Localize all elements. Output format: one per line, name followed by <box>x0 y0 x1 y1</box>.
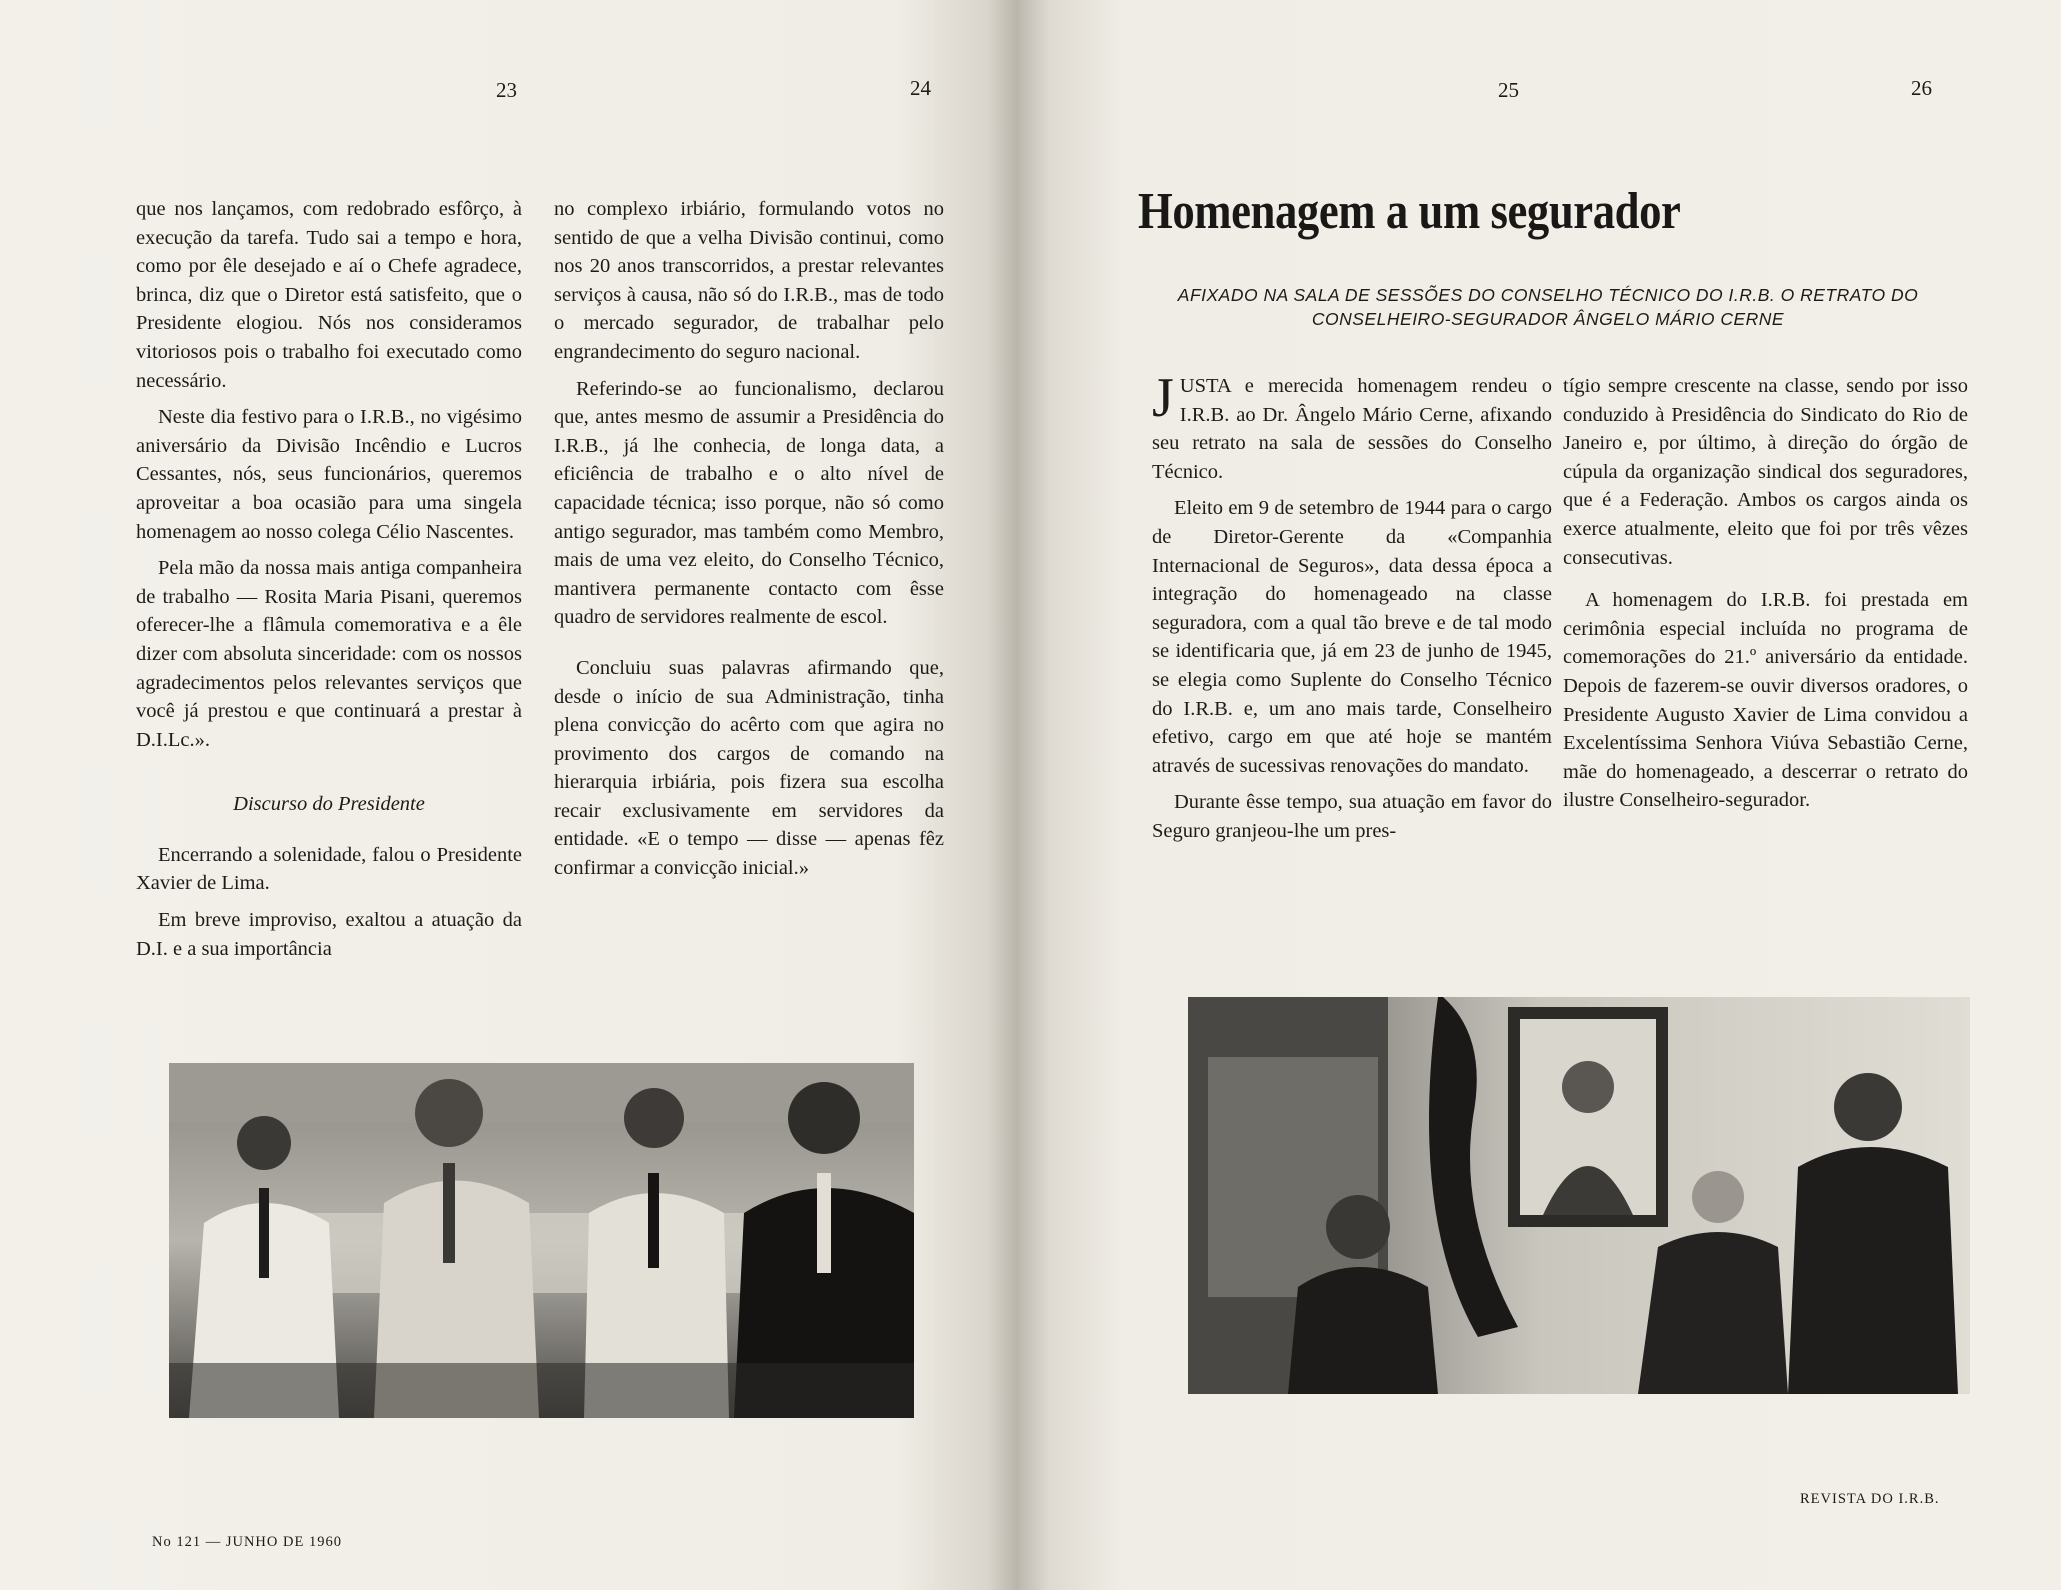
drop-cap: J <box>1152 367 1174 429</box>
page-number-26: 26 <box>1911 76 1932 100</box>
paragraph-text: USTA e merecida homenagem rendeu o I.R.B. ao Dr. Ângelo Mário Cerne, afixando seu retrato na sala de sessões do Conselho Técnico. <box>1152 375 1552 483</box>
page-number-24: 24 <box>910 76 931 100</box>
left-column-2 <box>554 195 944 891</box>
article-title: Homenagem a um segurador <box>1138 183 1681 240</box>
right-column-1 <box>1152 367 1552 854</box>
page-number-23: 23 <box>496 78 517 102</box>
paragraph: Durante êsse tempo, sua atuação em favor do Seguro granjeou-lhe um pres- <box>1152 791 1552 842</box>
paragraph <box>1152 367 1552 486</box>
right-page <box>1018 0 2061 1590</box>
paragraph: tígio sempre crescente na classe, sendo por isso conduzido à Presidência do Sindicato do Rio de Janeiro e, por último, à direção do órgão de cúpula da organização sindical dos seguradores, que é a Federação. Ambos os cargos ainda os exerce atualmente, eleito que foi por três vêzes consecutivas. <box>1563 375 1968 569</box>
paragraph: Em breve improviso, exaltou a atuação da D.I. e a sua importância <box>136 909 522 960</box>
page-number-25: 25 <box>1498 78 1519 102</box>
paragraph: Pela mão da nossa mais antiga companheira de trabalho — Rosita Maria Pisani, queremos oferecer-lhe a flâmula comemorativa e a êle dizer com absoluta sinceridade: com os nossos agradecimentos pelos relevantes serviços que você já prestou e que continuará a prestar à D.I.Lc.». <box>136 557 522 751</box>
right-footer: REVISTA DO I.R.B. <box>1800 1491 1940 1507</box>
article-kicker: AFIXADO NA SALA DE SESSÕES DO CONSELHO TÉCNICO DO I.R.B. O RETRATO DO CONSELHEIRO-SEGURADOR ÂNGELO MÁRIO CERNE <box>1177 285 1919 329</box>
paragraph: Concluiu suas palavras afirmando que, desde o início de sua Administração, tinha plena convicção do acêrto com que agira no provimento dos cargos de comando na hierarquia irbiária, pois fizera sua escolha recair exclusivamente em servidores da entidade. «E o tempo — disse — apenas fêz confirmar a convicção inicial.» <box>554 656 944 880</box>
portrait-unveiling-photo <box>1188 997 1970 1394</box>
left-page <box>0 0 1018 1590</box>
paragraph: que nos lançamos, com redobrado esfôrço, à execução da tarefa. Tudo sai a tempo e hora, como por êle desejado e aí o Chefe agradece, brinca, diz que o Diretor está satisfeito, que o Presidente elogiou. Nós nos consideramos vitoriosos pois o trabalho foi executado como necessário. <box>136 198 522 392</box>
group-photo-image <box>169 1063 914 1418</box>
paragraph: Encerrando a solenidade, falou o Presidente Xavier de Lima. <box>136 843 522 895</box>
left-column-1 <box>136 195 522 971</box>
right-column-2 <box>1563 372 1968 823</box>
section-subheading: Discurso do Presidente <box>233 793 425 816</box>
group-photo <box>169 1063 914 1418</box>
paragraph: Referindo-se ao funcionalismo, declarou que, antes mesmo de assumir a Presidência do I.R.B., já lhe conhecia, de longa data, a eficiência de trabalho e o alto nível de capacidade técnica; isso porque, não só como antigo segurador, mas também como Membro, mais de uma vez eleito, do Conselho Técnico, mantivera permanente contacto com êsse quadro de servidores realmente de escol. <box>554 377 944 629</box>
portrait-unveiling-image <box>1188 997 1970 1394</box>
paragraph: Eleito em 9 de setembro de 1944 para o cargo de Diretor-Gerente da «Companhia Internacional de Seguros», data dessa época a integração do homenageado na classe seguradora, com a qual tão breve e de tal modo se identificaria que, já em 23 de junho de 1945, se elegia como Suplente do Conselho Técnico do I.R.B. e, um ano mais tarde, Conselheiro efetivo, cargo em que até hoje se mantém através de sucessivas renovações do mandato. <box>1152 497 1552 777</box>
paragraph: no complexo irbiário, formulando votos no sentido de que a velha Divisão continui, como nos 20 anos transcorridos, a prestar relevantes serviços à causa, não só do I.R.B., mas de todo o mercado segurador, de trabalhar pelo engrandecimento do seguro nacional. <box>554 198 944 363</box>
left-footer: No 121 — JUNHO DE 1960 <box>152 1534 342 1550</box>
paragraph: Neste dia festivo para o I.R.B., no vigésimo aniversário da Divisão Incêndio e Lucros Cessantes, nós, seus funcionários, queremos aproveitar a boa ocasião para uma singela homenagem ao nosso colega Célio Nascentes. <box>136 406 522 543</box>
paragraph: A homenagem do I.R.B. foi prestada em cerimônia especial incluída no programa de comemorações do 21.º aniversário da entidade. Depois de fazerem-se ouvir diversos oradores, o Presidente Augusto Xavier de Lima convidou a Excelentíssima Senhora Viúva Sebastião Cerne, mãe do homenageado, a descerrar o retrato do ilustre Conselheiro-segurador. <box>1563 589 1968 812</box>
